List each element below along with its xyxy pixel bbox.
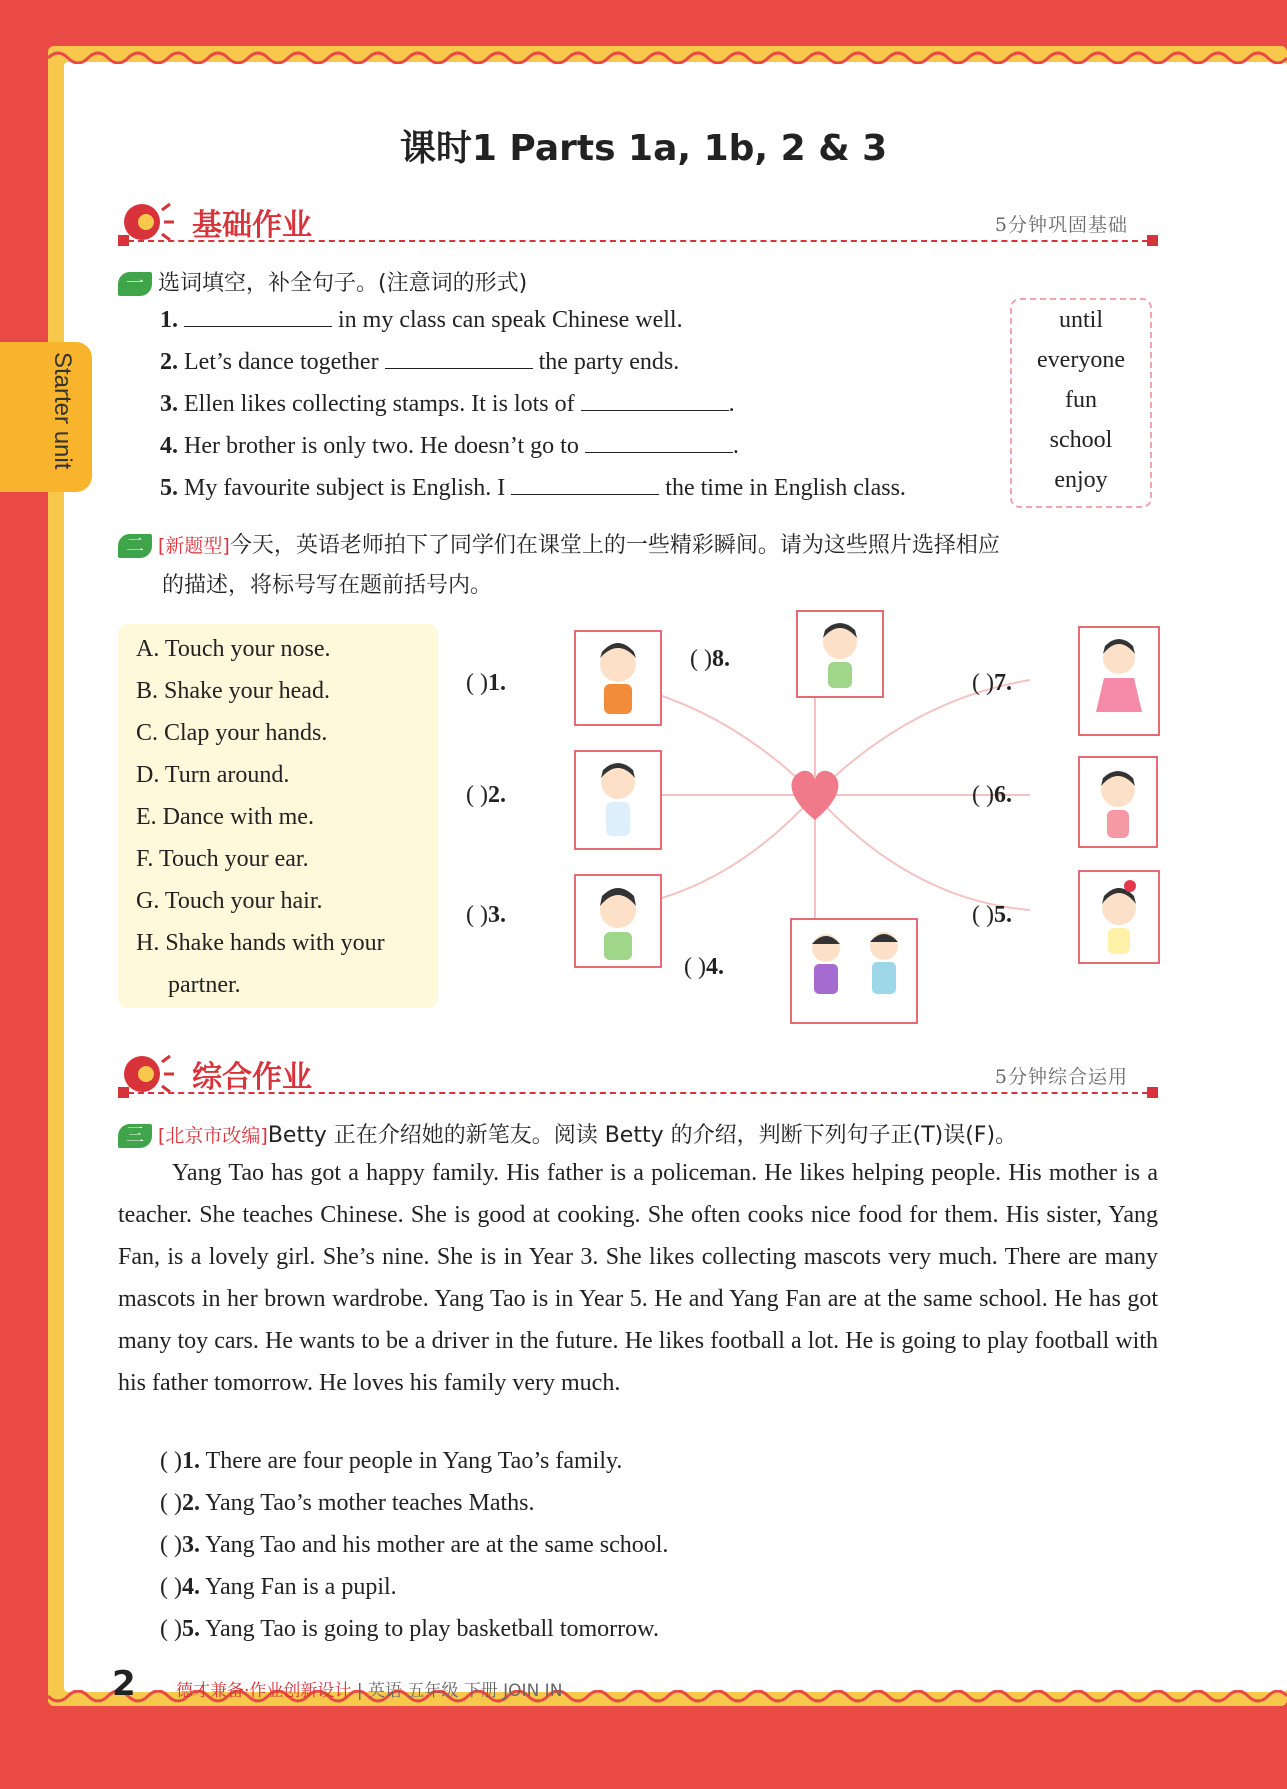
question-badge: 三 <box>118 1124 152 1148</box>
section-header-comprehensive <box>118 1048 1158 1098</box>
child-turn-around-icon <box>576 752 660 848</box>
photo-7-answer[interactable]: ( )7. <box>972 670 1012 696</box>
photo-4 <box>790 918 918 1024</box>
wave-border-top <box>48 44 1287 64</box>
dashed-divider <box>118 1092 1158 1094</box>
fill-item-3: 3. Ellen likes collecting stamps. It is lots of . <box>160 391 735 417</box>
question-1-heading <box>118 266 527 297</box>
section-sub: 5分钟巩固基础 <box>994 214 1128 236</box>
answer-paren[interactable]: ( ) <box>160 1532 182 1558</box>
judge-item-5: ( )5. Yang Tao is going to play basketball tomorrow. <box>160 1616 659 1642</box>
section-sub: 5分钟综合运用 <box>994 1066 1128 1088</box>
option-item: H. Shake hands with your <box>136 930 385 956</box>
question-instruction: Betty 正在介绍她的新笔友。阅读 Betty 的介绍，判断下列句子正(T)误(F)。 <box>267 1123 1018 1148</box>
answer-blank[interactable] <box>184 306 332 327</box>
section-header-basic <box>118 196 1158 246</box>
question-instruction: 选词填空，补全句子。(注意词的形式) <box>158 271 528 296</box>
girl-touch-nose-icon <box>1080 758 1156 846</box>
fill-item-1: 1. in my class can speak Chinese well. <box>160 307 683 333</box>
page-title: 课时1 Parts 1a, 1b, 2 & 3 <box>399 128 888 169</box>
answer-blank[interactable] <box>581 390 729 411</box>
section-label: 综合作业 <box>192 1060 312 1095</box>
option-item: B. Shake your head. <box>136 678 330 704</box>
page-number: 2 <box>112 1664 136 1704</box>
fill-item-2: 2. Let’s dance together the party ends. <box>160 349 680 375</box>
word-bank-item: fun <box>1065 387 1097 413</box>
word-bank <box>1010 298 1152 508</box>
word-bank-item: until <box>1058 307 1103 333</box>
judge-item-3: ( )3. Yang Tao and his mother are at the same school. <box>160 1532 669 1558</box>
reading-passage: Yang Tao has got a happy family. His father is a policeman. He likes helping people. His mother is a teacher. She teaches Chinese. She is good at cooking. She often cooks nice food for them. His sister, Yang Fan, is a lovely girl. She’s nine. She is in Year 3. She likes collecting mascots very much. There are many mascots in her brown wardrobe. Yang Tao is in Year 5. He and Yang Fan are at the same school. He has got many toy cars. He wants to be a driver in the future. He likes football a lot. He is going to play football with his father tomorrow. He loves his family very much. <box>118 1160 1158 1396</box>
footer-book-info: | 英语 五年级 下册 JOIN IN <box>356 1681 563 1701</box>
photo-5 <box>1078 870 1160 964</box>
photo-2 <box>574 750 662 850</box>
girl-dance-icon <box>1080 628 1158 734</box>
judge-item-1: ( )1. There are four people in Yang Tao’s family. <box>160 1448 623 1474</box>
option-item: partner. <box>168 972 241 998</box>
answer-blank[interactable] <box>511 474 659 495</box>
photo-7 <box>1078 626 1160 736</box>
option-item: A. Touch your nose. <box>136 636 331 662</box>
answer-blank[interactable] <box>585 432 733 453</box>
divider-dot <box>1147 235 1158 246</box>
child-touch-nose-icon <box>576 876 660 966</box>
options-box <box>118 624 438 1008</box>
photo-6 <box>1078 756 1158 848</box>
answer-paren[interactable]: ( ) <box>160 1616 182 1642</box>
answer-paren[interactable]: ( ) <box>160 1448 182 1474</box>
photo-3-answer[interactable]: ( )3. <box>466 902 506 928</box>
photo-1 <box>574 630 662 726</box>
question-tag: [北京市改编] <box>158 1125 268 1147</box>
answer-blank[interactable] <box>385 348 533 369</box>
side-tab-starter-unit <box>0 342 92 492</box>
option-item: G. Touch your hair. <box>136 888 323 914</box>
fill-item-5: 5. My favourite subject is English. I the time in English class. <box>160 475 906 501</box>
children-shake-hands-icon <box>792 920 916 1022</box>
divider-dot <box>118 1087 129 1098</box>
footer-text <box>176 1676 562 1701</box>
fill-item-4: 4. Her brother is only two. He doesn’t go to . <box>160 433 739 459</box>
option-item: E. Dance with me. <box>136 804 314 830</box>
photo-8-answer[interactable]: ( )8. <box>690 646 730 672</box>
photo-1-answer[interactable]: ( )1. <box>466 670 506 696</box>
option-item: F. Touch your ear. <box>136 846 309 872</box>
photo-8 <box>796 610 884 698</box>
word-bank-item: school <box>1049 427 1113 453</box>
word-bank-item: everyone <box>1037 347 1125 373</box>
option-item: C. Clap your hands. <box>136 720 328 746</box>
photo-6-answer[interactable]: ( )6. <box>972 782 1012 808</box>
question-badge: 二 <box>118 534 152 558</box>
photo-3 <box>574 874 662 968</box>
question-badge: 一 <box>118 272 152 296</box>
judge-item-4: ( )4. Yang Fan is a pupil. <box>160 1574 397 1600</box>
option-item: D. Turn around. <box>136 762 290 788</box>
judge-item-2: ( )2. Yang Tao’s mother teaches Maths. <box>160 1490 535 1516</box>
divider-dot <box>1147 1087 1158 1098</box>
question-3-heading <box>118 1118 1017 1149</box>
question-2-heading <box>118 528 1000 559</box>
photo-5-answer[interactable]: ( )5. <box>972 902 1012 928</box>
photo-4-answer[interactable]: ( )4. <box>684 954 724 980</box>
answer-paren[interactable]: ( ) <box>160 1574 182 1600</box>
child-clap-icon <box>798 612 882 696</box>
dashed-divider <box>118 240 1158 242</box>
word-bank-item: enjoy <box>1054 467 1108 493</box>
question-tag: [新题型] <box>158 535 230 557</box>
child-touch-ear-icon <box>576 632 660 724</box>
girl-touch-hair-icon <box>1080 872 1158 962</box>
side-tab-label: Starter unit <box>49 352 76 470</box>
question-instruction: 今天，英语老师拍下了同学们在课堂上的一些精彩瞬间。请为这些照片选择相应 <box>229 533 1000 558</box>
divider-dot <box>118 235 129 246</box>
answer-paren[interactable]: ( ) <box>160 1490 182 1516</box>
section-label: 基础作业 <box>192 208 312 243</box>
question-2-heading-line2: 的描述，将标号写在题前括号内。 <box>162 573 493 598</box>
photo-2-answer[interactable]: ( )2. <box>466 782 506 808</box>
footer-brand: 德才兼备·作业创新设计 <box>176 1681 352 1701</box>
